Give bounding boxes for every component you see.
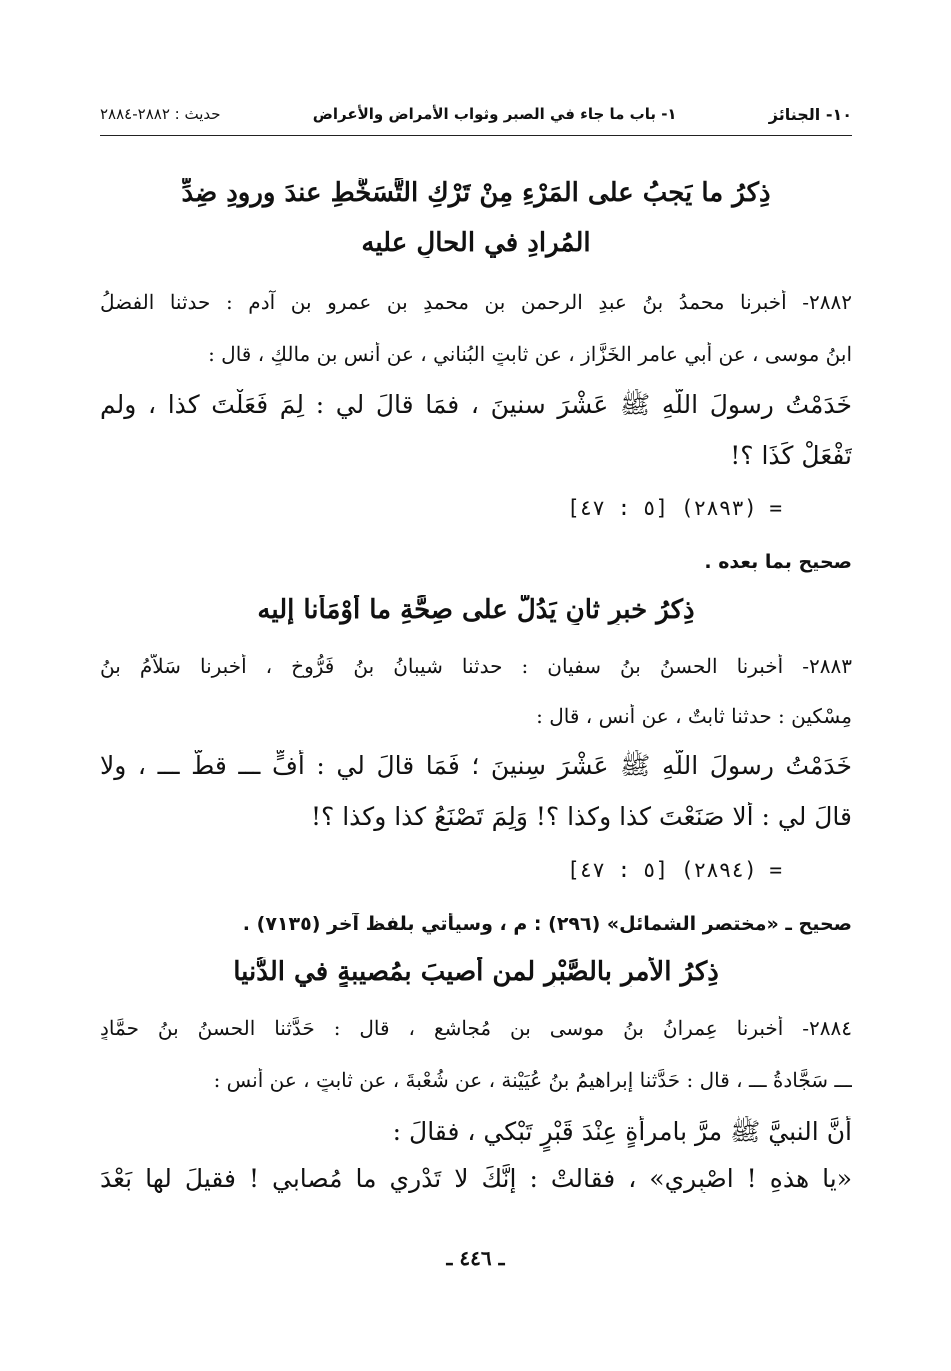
hadith-isnad-cont: ابنُ موسى ، عن أبي عامر الخَزَّاز ، عن ثابتٍ البُناني ، عن أنس بنِ مالكٍ ، قال : bbox=[208, 342, 852, 366]
hadith-reference: = (٢٨٩٤) [٥ : ٤٧] bbox=[567, 858, 782, 882]
hadith-matn: خَدَمْتُ رسولَ اللَّهِ ﷺ عَشْرَ سنينَ ، فمَا قالَ لي : لِمَ فَعَلْتَ كذا ، ولم bbox=[100, 390, 852, 419]
chapter-title: ١٠- الجنائز bbox=[768, 104, 852, 124]
hadith-isnad-cont: ـــ سَجَّادةُ ـــ ، قال : حَدَّثنا إبراهيمُ بنُ عُيَيْنة ، عن شُعْبةَ ، عن ثابتٍ ، عن أنسٍ : bbox=[213, 1068, 852, 1092]
hadith-grade: صحيح ـ «مختصر الشمائل» (٢٩٦) : م ، وسيأتي بلفظ آخر (٧١٣٥) . bbox=[242, 913, 852, 935]
hadith-isnad: ٢٨٨٣- أخبرنا الحسنُ بنُ سفيان : حدثنا شيبانُ بنُ فَرُّوخ ، أخبرنا سَلاَّمُ بنُ bbox=[100, 654, 852, 678]
section-heading: ذِكرُ الأمرِ بالصَّبْرِ لمن أُصيبَ بمُصيبةٍ في الدُّنيا bbox=[233, 957, 719, 987]
section-heading-cont: المُرادِ في الحالِ عليه bbox=[361, 228, 591, 258]
hadith-matn: أنَّ النبيَّ ﷺ مرَّ بامرأةٍ عِنْدَ قَبْرٍ تَبْكي ، فقالَ : bbox=[392, 1117, 852, 1146]
section-title: ١- باب ما جاء في الصبر وثواب الأمراض والأعراض bbox=[312, 105, 677, 123]
hadith-matn-cont: «يا هذهِ ! اصْبِري» ، فقالتْ : إنَّكَ لا تَدْري ما مُصابي ! فقيلَ لها بَعْدَ bbox=[100, 1164, 852, 1193]
hadith-isnad-cont: مِسْكينٍ : حدثنا ثابتٌ ، عن أنس ، قال : bbox=[536, 704, 852, 728]
running-head bbox=[100, 96, 852, 132]
hadith-grade: صحيح بما بعده . bbox=[704, 551, 852, 573]
header-rule bbox=[100, 135, 852, 136]
hadith-reference: = (٢٨٩٣) [٥ : ٤٧] bbox=[567, 496, 782, 520]
hadith-isnad: ٢٨٨٤- أخبرنا عِمرانُ بنُ موسى بنِ مُجاشعٍ ، قال : حَدَّثنا الحسنُ بنُ حمَّادٍ bbox=[100, 1016, 852, 1040]
hadith-matn-cont: قالَ لي : ألا صَنَعْتَ كذا وكذا ؟! وَلِمَ تَصْنَعُ كذا وكذا ؟! bbox=[310, 802, 852, 831]
hadith-matn-cont: تَفْعَلْ كَذَا ؟! bbox=[730, 441, 852, 470]
hadith-matn: خَدَمْتُ رسولَ اللَّهِ ﷺ عَشْرَ سِنينَ ؛ فَمَا قالَ لي : أُفٍّ ـــ قطُّ ـــ ، ولا bbox=[100, 751, 852, 780]
section-heading: ذِكرُ ما يَجبُ على المَرْءِ مِنْ تَرْكِ التَّسَخُّطِ عندَ ورودِ ضِدِّ bbox=[181, 178, 771, 208]
hadith-range: حديث : ٢٨٨٢-٢٨٨٤ bbox=[100, 105, 221, 123]
section-heading: ذِكرُ خبرٍ ثانٍ يَدُلُّ على صِحَّةِ ما أَوْمَأْنا إليه bbox=[257, 595, 695, 625]
page-number: ـ ٤٤٦ ـ bbox=[446, 1246, 505, 1270]
hadith-isnad: ٢٨٨٢- أخبرنا محمدُ بنُ عبدِ الرحمن بن محمدِ بن عمرو بنِ آدم : حدثنا الفضلُ bbox=[100, 290, 852, 314]
